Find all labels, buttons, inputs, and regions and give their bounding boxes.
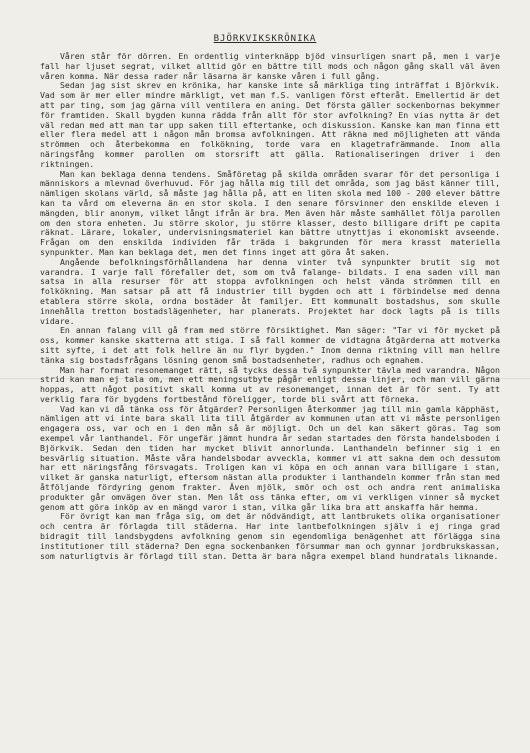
document-title: BJÖRKVIKSKRÖNIKA xyxy=(213,34,317,44)
paragraph: En annan falang vill gå fram med större försiktighet. Man säger: "Tar vi för mycket på oss, kommer kanske skatterna att stiga. I så fall kommer de vidtagna åtgärderna att motverka sitt syfte, i det att folk hellre än nu flyr bygden." Inom denna riktning vill man hellre tänka sig bostadsfrågans lösning genom små bostadsenheter, radhus och egnahem. xyxy=(40,325,500,365)
paragraph: Sedan jag sist skrev en krönika, har kanske inte så märkliga ting inträffat i Björkvik. Vad som är mer eller mindre märkligt, vet man f.S. vanligen först efteråt. Emellertid är det att par ting, som jag gärna vill ventilera en aning. Det första gäller sockenbornas bekymmer för framtiden. Skall bygden kunna rädda från allt för stor avfolkning? En vias nytta är det väl redan med att man tar upp saken till eftertanke, och diskussion. Kanske kan man finna ett eller flera medel att i någon mån bromsa avfolkningen. Att räkna med möjligheten att vända strömmen och återbekomma en folkökning, torde vara en klagetrafrämmande. Inom alla näringsfång kommer parollen om storsrift att gälla. Rationaliseringen driver i den riktningen. xyxy=(40,80,500,169)
document-body xyxy=(40,52,500,742)
paragraph: Man kan beklaga denna tendens. Småföretag på skilda områden svarar för det personliga i människors a mlevnad överhuvud. För jag hålla mig till det områda, som jag bäst känner till, nämligen skolans värld, så måste jag hålla på, att en liten skola med 100 - 200 elever bättre kan ta vård om eleverna än en stor skola. I den senare försvinner den enskilde eleven i mängden, blir anonym, vilket långt ifrån är bra. Men även här måste samhället följa parollen om den stora enheten. Ju större skolor, ju större klasser, desto billigare drift pe capita räknat. Lärare, lokaler, undervisningsmateriel kan bättre utnyttjas i ekonomiskt avseende. Frågan om den enskilda individen får träda i bakgrunden för mera krasst materiella synpunkter. Man kan beklaga det, men det finns inget att göra åt saken. xyxy=(40,168,500,257)
paragraph: Våren står för dörren. En ordentlig vinterknäpp bjöd vinsurligen snart på, men i varje fall har ljuset segrat, vilket alltid gör en bättre till mods och någon gång skall väl även våren komma. När dessa rader når läsarna är kanske våren i full gång. xyxy=(40,52,500,81)
paragraph: Man har format resonemanget rätt, så tycks dessa två synpunkter tävla med varandra. Någon strid kan man ej tala om, men ett meningsutbyte pågår enligt dessa linjer, och man vill gärna hoppas, att något positivt skall komma ut av resonemanget, innan det är för sent. Ty att verklig fara för bygdens fortbestånd föreligger, torde bli svårt att förneka. xyxy=(40,364,500,404)
paragraph: Angående befolkningsförhållandena har denna vinter två synpunkter brutit sig mot varandra. I varje fall förefaller det, som om två falange- bildats. I ena saden vill man satsa in alla resurser för att stoppa avfolkningen och helst vända strömmen till en folkökning. Man satsar på att få industrier till bygden och att i förbindelse med denna etablera större skola, ordna bostäder åt familjer. Ett kommunalt bostadshus, som skulle innehålla tretton bostadslägenheter, har planerats. Projektet har dock lagts på is tills vidare. xyxy=(40,256,500,326)
paragraph: Vad kan vi då tänka oss för åtgärder? Personligen återkommer jag till min gamla käpphäst, nämligen att vi inte bara skall lita till åtgärder av kommunen utan att vi måste personligen engagera oss, var och en i den mån så är möjligt. Och un del kan säkert göras. Tag som exempel vår lanthandel. För ungefär jämnt hundra år sedan startades den första handelsboden i Björkvik. Sedan den tiden har mycket blivit annorlunda. Lanthandeln befinner sig i en besvärlig situation. Måste våra handelsbodar avveckla, kommer vi att sakna dem och dessutom har ett näringsfång försvagats. Troligen kan vi köpa en och annan vara billigare i stan, vilket är ganska naturligt, eftersom nästan alla produkter i lanthandeln kommer från stan med åtföljande fördyring genom frakter. Även mjölk, smör och ost och andra rent animaliska produkter går omvägen över stan. Men låt oss tänka efter, om vi verkligen vinner så mycket genom att göra inköp av en mängd varor i stan, vilka går lika bra att anskaffa här hemma. xyxy=(40,403,500,512)
paragraph: För övrigt kan man fråga sig, om det är nödvändigt, att lantbrukets olika organisationer och centra är förlagda till städerna. Har inte lantbefolkningen själv i ej ringa grad bidragit till landsbygdens avfolkning genom sin egendomliga benägenhet att förlägga sina institutioner till städerna? Den egna sockenbanken försummar man och gynnar jordbrukskassan, som naturligtvis är förlagd till stan. Detta är bara några exempel bland hundratals liknande. xyxy=(40,511,500,561)
